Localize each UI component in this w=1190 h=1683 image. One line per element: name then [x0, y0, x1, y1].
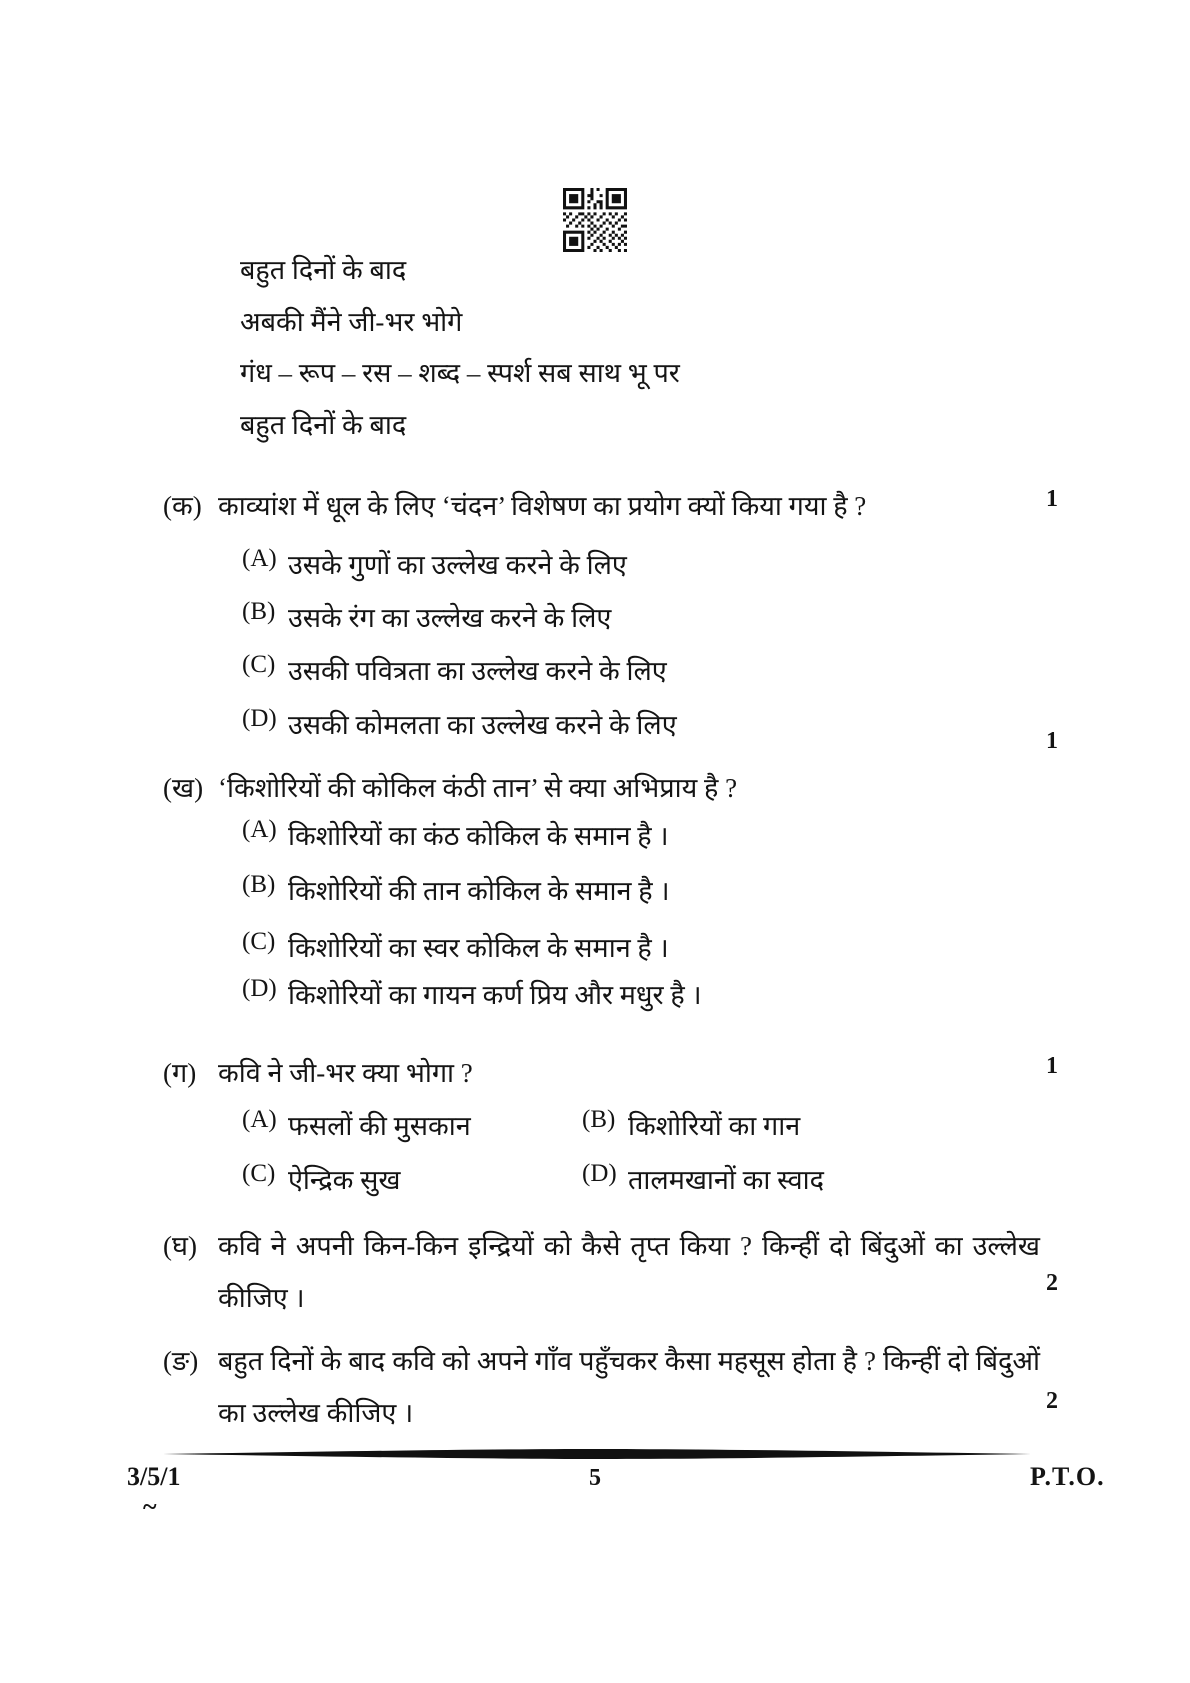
question-label: (ङ) [163, 1346, 199, 1376]
option-label: (A) [242, 545, 277, 572]
option-text: उसकी कोमलता का उल्लेख करने के लिए [288, 710, 677, 740]
marks-value: 1 [1046, 728, 1058, 754]
marks-value: 1 [1046, 486, 1058, 512]
option-label: (D) [242, 705, 277, 732]
option-text: किशोरियों का गान [628, 1111, 801, 1141]
option-label: (C) [242, 928, 276, 955]
option-row [242, 651, 667, 688]
option-text: ऐन्द्रिक सुख [288, 1165, 401, 1195]
question-ka [163, 486, 1040, 523]
option-row [242, 545, 627, 582]
option-row [242, 1106, 922, 1143]
option-row [242, 598, 611, 635]
marks-value: 1 [1046, 1053, 1058, 1079]
qr-code-icon [563, 188, 627, 252]
option-label: (D) [242, 975, 277, 1002]
option-text: किशोरियों की तान कोकिल के समान है । [288, 876, 670, 906]
option-label: (A) [242, 816, 277, 843]
marks-value: 2 [1046, 1388, 1058, 1414]
option-label: (D) [582, 1160, 617, 1187]
option-cell [582, 1106, 922, 1143]
question-ga [163, 1053, 1040, 1090]
question-gha [163, 1220, 1040, 1324]
option-text: उसकी पवित्रता का उल्लेख करने के लिए [288, 656, 667, 686]
option-row [242, 705, 677, 742]
option-text: किशोरियों का स्वर कोकिल के समान है । [288, 933, 669, 963]
option-row [242, 816, 669, 853]
question-text: काव्यांश में धूल के लिए ‘चंदन’ विशेषण का प्रयोग क्यों किया गया है ? [218, 491, 867, 521]
question-nga [163, 1335, 1040, 1439]
option-text: किशोरियों का कंठ कोकिल के समान है । [288, 821, 669, 851]
question-label: (घ) [163, 1231, 197, 1261]
option-cell [242, 1106, 582, 1143]
option-label: (C) [242, 1160, 276, 1187]
poem-line: गंध – रूप – रस – शब्द – स्पर्श सब साथ भू पर [240, 358, 680, 388]
option-label: (B) [242, 598, 276, 625]
pto-label: P.T.O. [1030, 1462, 1105, 1491]
footer-divider [163, 1448, 1031, 1460]
option-text: किशोरियों का गायन कर्ण प्रिय और मधुर है । [288, 980, 702, 1010]
question-text: ‘किशोरियों की कोकिल कंठी तान’ से क्या अभिप्राय है ? [218, 773, 738, 803]
question-label: (ग) [163, 1058, 197, 1088]
tilde-mark: ~ [143, 1492, 157, 1521]
question-label: (क) [163, 491, 202, 521]
option-label: (A) [242, 1106, 277, 1133]
poem-line: बहुत दिनों के बाद [240, 410, 407, 440]
question-kha [163, 768, 1040, 805]
question-text: कवि ने अपनी किन-किन इन्द्रियों को कैसे तृप्त किया ? किन्हीं दो बिंदुओं का उल्लेख कीजिए । [218, 1231, 1040, 1313]
option-label: (C) [242, 651, 276, 678]
option-cell [242, 1160, 582, 1197]
page-number: 5 [589, 1465, 601, 1491]
option-row [242, 871, 670, 908]
option-text: उसके गुणों का उल्लेख करने के लिए [288, 550, 627, 580]
paper-code: 3/5/1 [127, 1462, 181, 1491]
option-row [242, 928, 669, 965]
option-cell [582, 1160, 922, 1197]
option-row [242, 975, 702, 1012]
option-text: तालमखानों का स्वाद [628, 1165, 824, 1195]
option-label: (B) [242, 871, 276, 898]
question-label: (ख) [163, 773, 204, 803]
poem-line: अबकी मैंने जी-भर भोगे [240, 307, 463, 337]
option-label: (B) [582, 1106, 616, 1133]
question-text: बहुत दिनों के बाद कवि को अपने गाँव पहुँचकर कैसा महसूस होता है ? किन्हीं दो बिंदुओं का उल्लेख कीजिए । [218, 1346, 1040, 1428]
option-row [242, 1160, 922, 1197]
poem-line: बहुत दिनों के बाद [240, 255, 407, 285]
option-text: फसलों की मुसकान [288, 1111, 471, 1141]
question-text: कवि ने जी-भर क्या भोगा ? [218, 1058, 473, 1088]
option-text: उसके रंग का उल्लेख करने के लिए [288, 603, 612, 633]
marks-value: 2 [1046, 1270, 1058, 1296]
